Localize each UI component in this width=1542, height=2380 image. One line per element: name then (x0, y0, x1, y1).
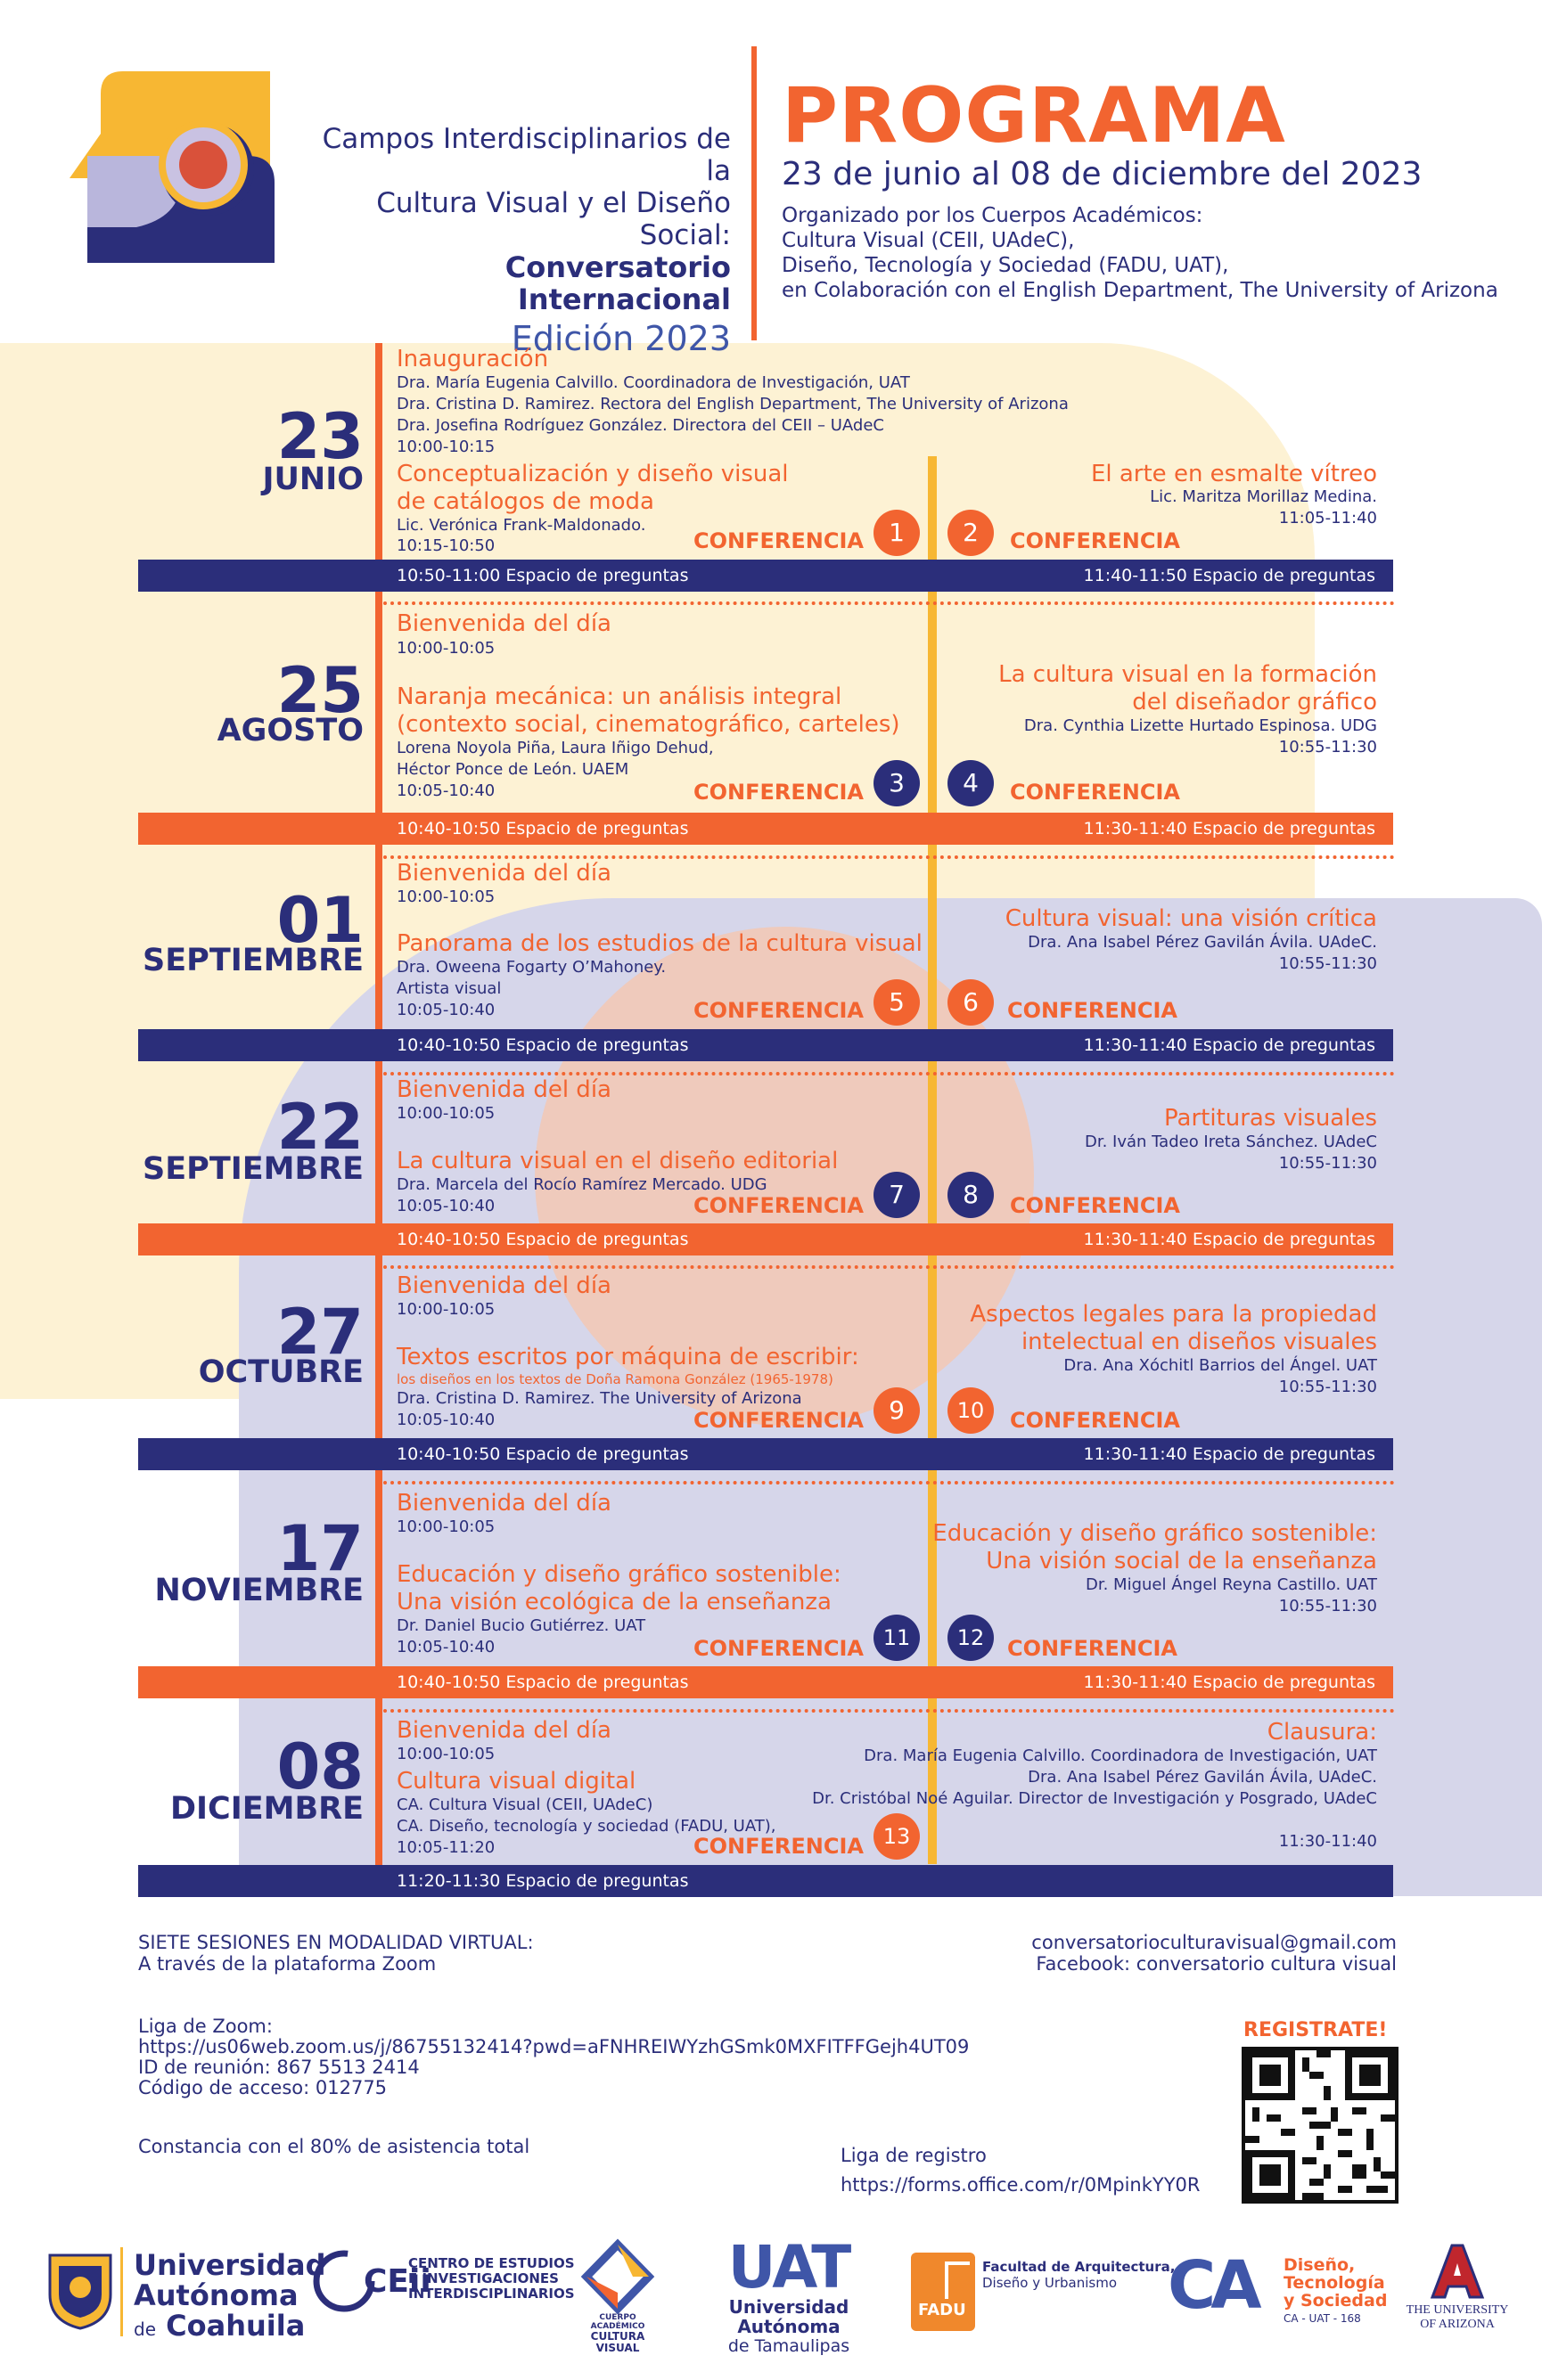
session-3-day: 01 (276, 884, 364, 957)
zoom-link[interactable]: https://us06web.zoom.us/j/86755132414?pwd=aFNHREIWYzhGSmk0MXFITFFGejh4UT09 (138, 2036, 970, 2057)
questions-left-7: 11:20-11:30 Espacio de preguntas (397, 1871, 689, 1891)
session-3-right-title: Cultura visual: una visión crítica (1005, 905, 1377, 932)
conference-label-11: CONFERENCIA (693, 1636, 864, 1661)
session-3-welcome-time: 10:00-10:05 (397, 887, 496, 906)
session-5-right-speaker: Dra. Ana Xóchitl Barrios del Ángel. UAT (1063, 1356, 1377, 1375)
registration-link[interactable]: https://forms.office.com/r/0MpinkYY0R (841, 2174, 1201, 2196)
session-3-welcome: Bienvenida del día (397, 860, 611, 887)
session-2-right-speaker: Dra. Cynthia Lizette Hurtado Espinosa. UDG (1023, 716, 1377, 735)
uadec-crest-icon (45, 2250, 116, 2330)
ceii-name-3: INTERDISCIPLINARIOS (408, 2286, 575, 2302)
organizers (782, 203, 1498, 303)
header-divider (751, 46, 757, 340)
session-2-welcome-time: 10:00-10:05 (397, 639, 496, 658)
arizona-name-2: OF ARIZONA (1420, 2318, 1495, 2331)
ca-logo-mark: CA (1168, 2247, 1257, 2324)
questions-left-2: 10:40-10:50 Espacio de preguntas (397, 819, 689, 838)
session-6-welcome: Bienvenida del día (397, 1490, 611, 1517)
register-call: REGISTRATE! (1243, 2019, 1388, 2041)
closing-time: 11:30-11:40 (1278, 1832, 1377, 1851)
event-logo (70, 71, 275, 263)
session-1-month: JUNIO (262, 462, 364, 497)
registration-label: Liga de registro (841, 2145, 987, 2166)
questions-bar-5 (138, 1438, 1393, 1470)
cultura-visual-logo-mark (579, 2241, 656, 2312)
fadu-name-1: Facultad de Arquitectura, (982, 2259, 1176, 2275)
session-4-left-speaker: Dra. Marcela del Rocío Ramírez Mercado. UDG (397, 1175, 767, 1194)
session-6-left-time: 10:05-10:40 (397, 1638, 496, 1656)
session-7-left-time: 10:05-11:20 (397, 1838, 496, 1857)
cultura-visual-small: CUERPO ACADÉMICO (590, 2313, 645, 2331)
conference-number-1: 1 (874, 510, 920, 556)
dts-name-1: Diseño, (1284, 2255, 1356, 2275)
session-5-right-title-line2: intelectual en diseños visuales (1021, 1329, 1377, 1355)
session-1-left-title-line1: Conceptualización y diseño visual (397, 461, 789, 487)
questions-right-5: 11:30-11:40 Espacio de preguntas (1083, 1444, 1375, 1464)
closing-title: Clausura: (1267, 1719, 1377, 1746)
session-5-left-subtitle: los diseños en los textos de Doña Ramona González (1965-1978) (397, 1371, 833, 1387)
dts-name-4: CA - UAT - 168 (1284, 2312, 1361, 2325)
session-6-right-time: 10:55-11:30 (1278, 1597, 1377, 1615)
uat-mark: UAT (727, 2233, 850, 2302)
session-1-day: 23 (276, 400, 364, 473)
conference-label-12: CONFERENCIA (1007, 1636, 1177, 1661)
session-4-day: 22 (276, 1091, 364, 1164)
conference-label-5: CONFERENCIA (693, 998, 864, 1023)
session-7-day: 08 (276, 1730, 364, 1803)
questions-bar-7 (138, 1865, 1393, 1897)
session-7-welcome: Bienvenida del día (397, 1717, 611, 1744)
inauguration-speaker-3: Dra. Josefina Rodríguez González. Directora del CEII – UAdeC (397, 416, 884, 435)
conference-label-6: CONFERENCIA (1007, 998, 1177, 1023)
uadec-name-2: Autónoma (134, 2278, 299, 2312)
session-6-right-speaker: Dr. Miguel Ángel Reyna Castillo. UAT (1085, 1575, 1377, 1594)
inauguration-title: Inauguración (397, 346, 549, 372)
event-title-line3: Conversatorio Internacional (504, 250, 731, 316)
dts-name-2: Tecnología (1284, 2273, 1385, 2293)
session-3-left-title: Panorama de los estudios de la cultura visual (397, 930, 923, 957)
event-title-line1: Campos Interdisciplinarios de la (322, 123, 731, 187)
uat-name-1: Universidad Autónoma (728, 2296, 849, 2337)
questions-left-6: 10:40-10:50 Espacio de preguntas (397, 1673, 689, 1692)
session-6-right-title-line1: Educación y diseño gráfico sostenible: (932, 1520, 1377, 1547)
uat-name-2: de Tamaulipas (727, 2336, 850, 2356)
ceii-name-1: CENTRO DE ESTUDIOS (408, 2255, 575, 2271)
conference-number-13: 13 (874, 1813, 920, 1860)
attendance-note: Constancia con el 80% de asistencia total (138, 2136, 530, 2157)
session-4-right-title: Partituras visuales (1164, 1105, 1377, 1132)
timeline-center-line (928, 456, 937, 1864)
zoom-label: Liga de Zoom: (138, 2016, 273, 2037)
event-title (316, 123, 731, 358)
session-1-right-speaker: Lic. Maritza Morillaz Medina. (1150, 487, 1377, 506)
questions-bar-3 (138, 1029, 1393, 1061)
questions-left-5: 10:40-10:50 Espacio de preguntas (397, 1444, 689, 1464)
session-2-right-title-line1: La cultura visual en la formación (998, 661, 1377, 688)
session-7-month: DICIEMBRE (169, 1791, 364, 1827)
virtual-heading: SIETE SESIONES EN MODALIDAD VIRTUAL: (138, 1932, 534, 1953)
dts-name-3: y Sociedad (1284, 2291, 1388, 2310)
uadec-divider (120, 2247, 134, 2336)
ceii-logo (408, 2256, 575, 2302)
session-3-left-speaker-1: Dra. Oweena Fogarty O’Mahoney. (397, 958, 667, 977)
conference-number-10: 10 (947, 1387, 994, 1434)
questions-right-6: 11:30-11:40 Espacio de preguntas (1083, 1673, 1375, 1692)
conference-number-3: 3 (874, 760, 920, 806)
session-1-left-speaker: Lic. Verónica Frank-Maldonado. (397, 516, 646, 535)
session-2-left-title-line2: (contexto social, cinematográfico, carteles) (397, 711, 900, 738)
conference-number-8: 8 (947, 1172, 994, 1218)
session-4-welcome-time: 10:00-10:05 (397, 1104, 496, 1123)
session-1-left-title-line2: de catálogos de moda (397, 488, 654, 515)
session-3-right-speaker: Dra. Ana Isabel Pérez Gavilán Ávila. UAdeC. (1028, 933, 1377, 952)
questions-right-2: 11:30-11:40 Espacio de preguntas (1083, 819, 1375, 838)
session-2-right-time: 10:55-11:30 (1278, 738, 1377, 757)
session-6-left-speaker: Dr. Daniel Bucio Gutiérrez. UAT (397, 1616, 646, 1635)
session-1-left-time: 10:15-10:50 (397, 536, 496, 555)
contact-facebook[interactable]: Facebook: conversatorio cultura visual (1036, 1953, 1397, 1975)
session-5-right-title-line1: Aspectos legales para la propiedad (970, 1301, 1377, 1328)
conference-label-3: CONFERENCIA (693, 780, 864, 805)
conference-label-1: CONFERENCIA (693, 528, 864, 553)
questions-right-4: 11:30-11:40 Espacio de preguntas (1083, 1230, 1375, 1249)
dts-logo (1284, 2256, 1387, 2327)
session-2-left-time: 10:05-10:40 (397, 781, 496, 800)
uadec-logo (134, 2250, 326, 2344)
conference-number-7: 7 (874, 1172, 920, 1218)
cultura-visual-logo (575, 2313, 660, 2354)
session-4-left-time: 10:05-10:40 (397, 1197, 496, 1215)
conference-label-8: CONFERENCIA (1010, 1193, 1180, 1218)
session-4-right-time: 10:55-11:30 (1278, 1154, 1377, 1173)
session-5-left-time: 10:05-10:40 (397, 1411, 496, 1429)
session-6-left-title-line1: Educación y diseño gráfico sostenible: (397, 1561, 841, 1588)
questions-bar-1 (138, 560, 1393, 592)
conference-number-9: 9 (874, 1387, 920, 1434)
cultura-visual-name-2: VISUAL (595, 2342, 640, 2354)
session-7-left-speaker-2: CA. Diseño, tecnología y sociedad (FADU, UAT), (397, 1817, 776, 1836)
fadu-logo-mark (911, 2253, 975, 2331)
ceii-logo-mark (312, 2247, 431, 2315)
session-divider-5 (383, 1481, 1395, 1484)
conference-number-11: 11 (874, 1615, 920, 1661)
questions-left-1: 10:50-11:00 Espacio de preguntas (397, 566, 689, 585)
conference-number-2: 2 (947, 510, 994, 556)
organizers-line3: Diseño, Tecnología y Sociedad (FADU, UAT), (782, 254, 1229, 277)
session-5-welcome-time: 10:00-10:05 (397, 1300, 496, 1319)
session-2-right-title-line2: del diseñador gráfico (1132, 689, 1377, 716)
arizona-name-1: THE UNIVERSITY (1406, 2303, 1509, 2317)
session-6-left-title-line2: Una visión ecológica de la enseñanza (397, 1589, 832, 1615)
session-5-left-speaker: Dra. Cristina D. Ramirez. The University of Arizona (397, 1389, 802, 1408)
zoom-meeting-id: ID de reunión: 867 5513 2414 (138, 2057, 420, 2078)
event-title-line2: Cultura Visual y el Diseño Social: (376, 187, 731, 251)
session-2-welcome: Bienvenida del día (397, 610, 611, 637)
uat-logo (682, 2233, 896, 2356)
session-6-month: NOVIEMBRE (154, 1573, 364, 1608)
session-6-day: 17 (276, 1512, 364, 1585)
session-3-left-time: 10:05-10:40 (397, 1001, 496, 1019)
session-divider-1 (383, 601, 1395, 605)
ceii-name-2: E INVESTIGACIONES (408, 2270, 559, 2286)
questions-bar-6 (138, 1666, 1393, 1698)
questions-right-1: 11:40-11:50 Espacio de preguntas (1083, 566, 1375, 585)
session-3-month: SEPTIEMBRE (143, 943, 364, 978)
inauguration-time: 10:00-10:15 (397, 438, 496, 456)
session-1-right-time: 11:05-11:40 (1278, 509, 1377, 528)
session-4-month: SEPTIEMBRE (143, 1151, 364, 1187)
ceii-mark: CEii (364, 2263, 431, 2300)
closing-speaker-1: Dra. María Eugenia Calvillo. Coordinadora de Investigación, UAT (864, 1746, 1377, 1765)
inauguration-speaker-1: Dra. María Eugenia Calvillo. Coordinadora de Investigación, UAT (397, 373, 910, 392)
virtual-platform: A través de la plataforma Zoom (138, 1953, 437, 1975)
organizers-line1: Organizado por los Cuerpos Académicos: (782, 204, 1203, 227)
session-4-welcome: Bienvenida del día (397, 1076, 611, 1103)
organizers-line2: Cultura Visual (CEII, UAdeC), (782, 229, 1075, 252)
conference-number-6: 6 (947, 979, 994, 1026)
session-7-left-speaker-1: CA. Cultura Visual (CEII, UAdeC) (397, 1795, 653, 1814)
closing-speaker-2: Dra. Ana Isabel Pérez Gavilán Ávila, UAdeC. (1028, 1768, 1377, 1787)
registration-qr-code[interactable] (1242, 2047, 1398, 2204)
arizona-a-logo (1431, 2244, 1484, 2299)
fadu-shape-icon (945, 2261, 970, 2299)
uadec-name-1: Universidad (134, 2248, 326, 2282)
zoom-access-code: Código de acceso: 012775 (138, 2077, 388, 2098)
questions-left-4: 10:40-10:50 Espacio de preguntas (397, 1230, 689, 1249)
session-divider-2 (383, 855, 1395, 859)
session-2-left-speaker-2: Héctor Ponce de León. UAEM (397, 760, 629, 779)
conference-label-4: CONFERENCIA (1010, 780, 1180, 805)
session-2-left-title-line1: Naranja mecánica: un análisis integral (397, 683, 842, 710)
session-5-left-title: Textos escritos por máquina de escribir: (397, 1344, 859, 1370)
conference-label-13: CONFERENCIA (693, 1834, 864, 1859)
programa-heading: PROGRAMA (782, 71, 1286, 160)
organizers-line4: en Colaboración con el English Department, The University of Arizona (782, 279, 1498, 302)
arizona-logo (1399, 2303, 1515, 2332)
conference-number-4: 4 (947, 760, 994, 806)
cultura-visual-name-1: CULTURA (590, 2330, 645, 2343)
session-divider-6 (383, 1709, 1395, 1713)
fadu-name-2: Diseño y Urbanismo (982, 2275, 1117, 2291)
session-6-right-title-line2: Una visión social de la enseñanza (986, 1548, 1377, 1574)
contact-email[interactable]: conversatorioculturavisual@gmail.com (1031, 1932, 1397, 1953)
session-1-right-title: El arte en esmalte vítreo (1090, 461, 1377, 487)
session-divider-3 (383, 1072, 1395, 1075)
conference-number-12: 12 (947, 1615, 994, 1661)
session-7-welcome-time: 10:00-10:05 (397, 1745, 496, 1763)
uadec-name-de: de (134, 2319, 156, 2340)
session-3-left-speaker-2: Artista visual (397, 979, 502, 998)
session-4-left-title: La cultura visual en el diseño editorial (397, 1148, 839, 1174)
conference-label-2: CONFERENCIA (1010, 528, 1180, 553)
session-divider-4 (383, 1265, 1395, 1269)
session-2-day: 25 (276, 654, 364, 727)
inauguration-speaker-2: Dra. Cristina D. Ramirez. Rectora del English Department, The University of Arizona (397, 395, 1069, 413)
session-5-welcome: Bienvenida del día (397, 1272, 611, 1299)
fadu-logo (982, 2259, 1175, 2291)
conference-label-7: CONFERENCIA (693, 1193, 864, 1218)
questions-bar-4 (138, 1223, 1393, 1255)
session-2-left-speaker-1: Lorena Noyola Piña, Laura Iñigo Dehud, (397, 739, 714, 757)
session-6-welcome-time: 10:00-10:05 (397, 1517, 496, 1536)
questions-left-3: 10:40-10:50 Espacio de preguntas (397, 1035, 689, 1055)
uadec-name-3: Coahuila (166, 2309, 306, 2343)
event-dates: 23 de junio al 08 de diciembre del 2023 (782, 156, 1423, 192)
session-4-right-speaker: Dr. Iván Tadeo Ireta Sánchez. UAdeC (1084, 1133, 1377, 1151)
session-5-right-time: 10:55-11:30 (1278, 1378, 1377, 1396)
conference-label-10: CONFERENCIA (1010, 1408, 1180, 1433)
session-5-month: OCTUBRE (198, 1354, 364, 1390)
questions-bar-2 (138, 813, 1393, 845)
conference-label-9: CONFERENCIA (693, 1408, 864, 1433)
session-7-left-title: Cultura visual digital (397, 1768, 636, 1795)
session-3-right-time: 10:55-11:30 (1278, 954, 1377, 973)
closing-speaker-3: Dr. Cristóbal Noé Aguilar. Director de Investigación y Posgrado, UAdeC (812, 1789, 1377, 1808)
conference-number-5: 5 (874, 979, 920, 1026)
questions-right-3: 11:30-11:40 Espacio de preguntas (1083, 1035, 1375, 1055)
session-2-month: AGOSTO (217, 713, 364, 748)
edition-label: Edición 2023 (511, 319, 731, 358)
session-5-day: 27 (276, 1296, 364, 1369)
fadu-mark: FADU (918, 2301, 966, 2319)
